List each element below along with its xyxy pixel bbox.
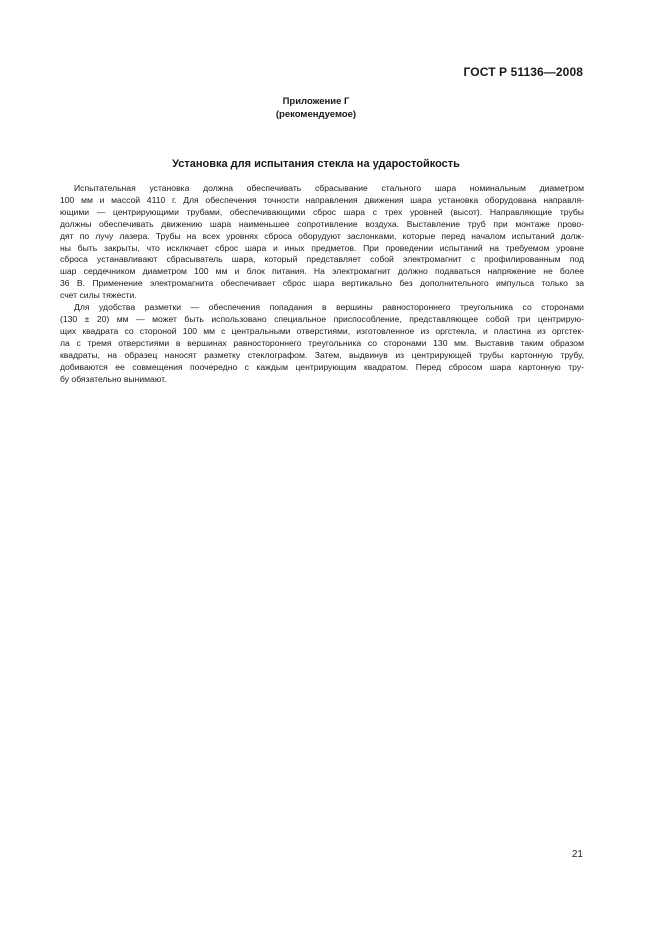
document-code: ГОСТ Р 51136—2008 bbox=[463, 65, 583, 79]
text-line: шар сердечником диаметром 100 мм и блок питания. На электромагнит должно подаваться напряжение не более bbox=[60, 266, 584, 277]
text-line: Испытательная установка должна обеспечивать сбрасывание стального шара номинальным диаметром bbox=[74, 183, 584, 193]
text-line: дят по лучу лазера. Трубы на всех уровнях сброса оборудуют заслонками, которые перед началом испытаний долж- bbox=[60, 230, 584, 241]
text-line: Для удобства разметки — обеспечения попадания в вершины равностороннего треугольника со сторонами bbox=[74, 302, 584, 313]
appendix-title: Приложение Г bbox=[282, 96, 350, 107]
appendix-heading bbox=[0, 95, 632, 121]
appendix-subtitle: (рекомендуемое) bbox=[275, 109, 357, 120]
page-number: 21 bbox=[571, 849, 583, 860]
text-line: квадраты, на образец наносят разметку стеклографом. Затем, выдвинув из центрирующей трубы картонную трубу, bbox=[60, 349, 584, 360]
section-title: Установка для испытания стекла на ударостойкость bbox=[172, 158, 460, 170]
text-line: ющими — центрирующими трубами, обеспечивающими сброс шара с трех уровней (высот). Направляющие трубы bbox=[60, 206, 584, 217]
body-text bbox=[60, 183, 584, 385]
text-line: должны обеспечивать движению шара наименьшее сопротивление воздуха. Выставление труб при монтаже прово- bbox=[60, 218, 584, 229]
paragraph-1 bbox=[60, 183, 584, 302]
text-line: 100 мм и массой 4110 г. Для обеспечения точности направления движения шара установка оборудована направля- bbox=[60, 194, 584, 205]
text-line: счет силы тяжести. bbox=[60, 290, 137, 301]
text-line: ны быть закрыты, что исключает сброс шара и иных предметов. При проведении испытаний на требуемом уровне bbox=[60, 242, 584, 253]
text-line: сброса устанавливают сбрасыватель шара, который представляет собой электромагнит с профилированным под bbox=[60, 254, 584, 265]
text-line: 36 В. Применение электромагнита обеспечивает сброс шара вертикально без дополнительного импульса только за bbox=[60, 278, 584, 289]
text-line: добиваются ее совмещения поочередно с каждым центрирующим квадратом. Перед сбросом шара картонную тру- bbox=[60, 361, 584, 372]
paragraph-2 bbox=[60, 302, 584, 385]
text-line: ла с тремя отверстиями в вершинах равностороннего треугольника со сторонами 130 мм. Выставив таким образом bbox=[60, 337, 584, 348]
text-line: щих квадрата со стороной 100 мм с центральными отверстиями, изготовленное из оргстекла, и пластина из оргстек- bbox=[60, 325, 584, 336]
text-line: (130 ± 20) мм — может быть использовано специальное приспособление, представляющее собой три центрирую- bbox=[60, 313, 584, 324]
text-line: бу обязательно вынимают. bbox=[60, 373, 167, 384]
